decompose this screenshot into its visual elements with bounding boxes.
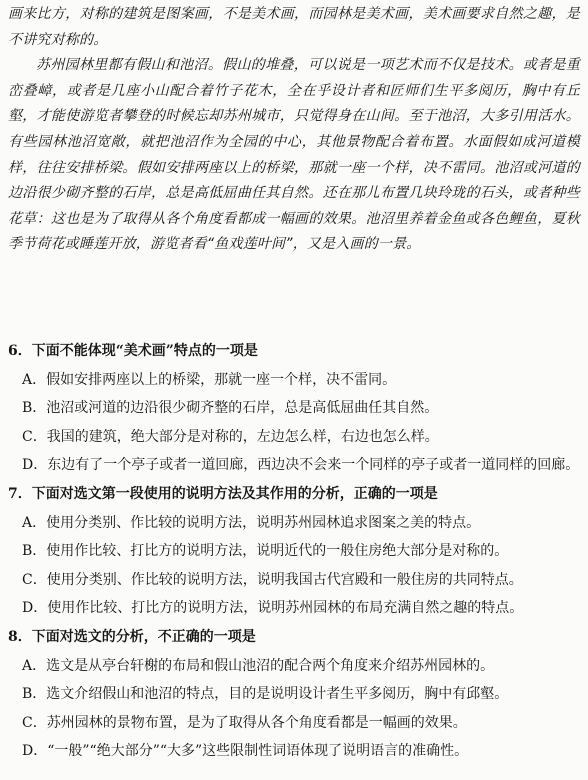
option-b: B．选文介绍假山和池沼的特点，目的是说明设计者生平多阅历，胸中有邱壑。 <box>22 686 509 703</box>
question-8 <box>8 623 582 766</box>
option-c: C．我国的建筑，绝大部分是对称的，左边怎么样，右边也怎么样。 <box>22 428 439 445</box>
option-d: D．“一般”“绝大部分”“大多”这些限制性词语体现了说明语言的准确性。 <box>22 743 469 760</box>
option-a: A．假如安排两座以上的桥梁，那就一座一个样，决不雷同。 <box>22 371 397 388</box>
option-a: A．选文是从亭台轩榭的布局和假山池沼的配合两个角度来介绍苏州园林的。 <box>22 657 495 674</box>
option-b: B．使用作比较、打比方的说明方法，说明近代的一般住房绝大部分是对称的。 <box>22 543 509 560</box>
option-b: B．池沼或河道的边沿很少砌齐整的石岸，总是高低屈曲任其自然。 <box>22 400 439 417</box>
option-a: A．使用分类别、作比较的说明方法，说明苏州园林追求图案之美的特点。 <box>22 514 481 531</box>
passage-paragraph-2: 苏州园林里都有假山和池沼。假山的堆叠，可以说是一项艺术而不仅是技术。或者是重峦叠嶂，或者是几座小山配合着竹子花木，全在乎设计者和匠师们生平多阅历，胸中有丘壑，才能使游览者攀登的时候忘却苏州城市，只觉得身在山间。至于池沼，大多引用活水。有些园林池沼宽敞，就把池沼作为全园的中心，其他景物配合着布置。水面假如成河道模样，往往安排桥梁。假如安排两座以上的桥梁，那就一座一个样，决不雷同。池沼或河道的边沿很少砌齐整的石岸，总是高低屈曲任其自然。还在那儿布置几块玲珑的石头，或者种些花草：这也是为了取得从各个角度看都成一幅画的效果。池沼里养着金鱼或各色鲤鱼，夏秋季节荷花或睡莲开放，游览者看“鱼戏莲叶间”，又是入画的一景。 <box>8 57 580 253</box>
reading-passage <box>8 2 580 258</box>
question-7 <box>8 480 582 623</box>
question-stem: 6．下面不能体现“美术画”特点的一项是 <box>8 343 258 359</box>
option-c: C．苏州园林的景物布置，是为了取得从各个角度看都是一幅画的效果。 <box>22 714 467 731</box>
option-c: C．使用分类别、作比较的说明方法，说明我国古代宫殿和一般住房的共同特点。 <box>22 571 523 588</box>
passage-paragraph-1: 画来比方，对称的建筑是图案画，不是美术画，而园林是美术画，美术画要求自然之趣，是不讲究对称的。 <box>8 6 580 48</box>
option-d: D．东边有了一个亭子或者一道回廊，西边决不会来一个同样的亭子或者一道同样的回廊。 <box>22 457 580 474</box>
option-d: D．使用作比较、打比方的说明方法，说明苏州园林的布局充满自然之趣的特点。 <box>22 600 524 617</box>
question-list <box>8 337 582 766</box>
question-6 <box>8 337 582 480</box>
question-stem: 8．下面对选文的分析，不正确的一项是 <box>8 628 256 645</box>
question-stem: 7．下面对选文第一段使用的说明方法及其作用的分析，正确的一项是 <box>8 485 438 502</box>
